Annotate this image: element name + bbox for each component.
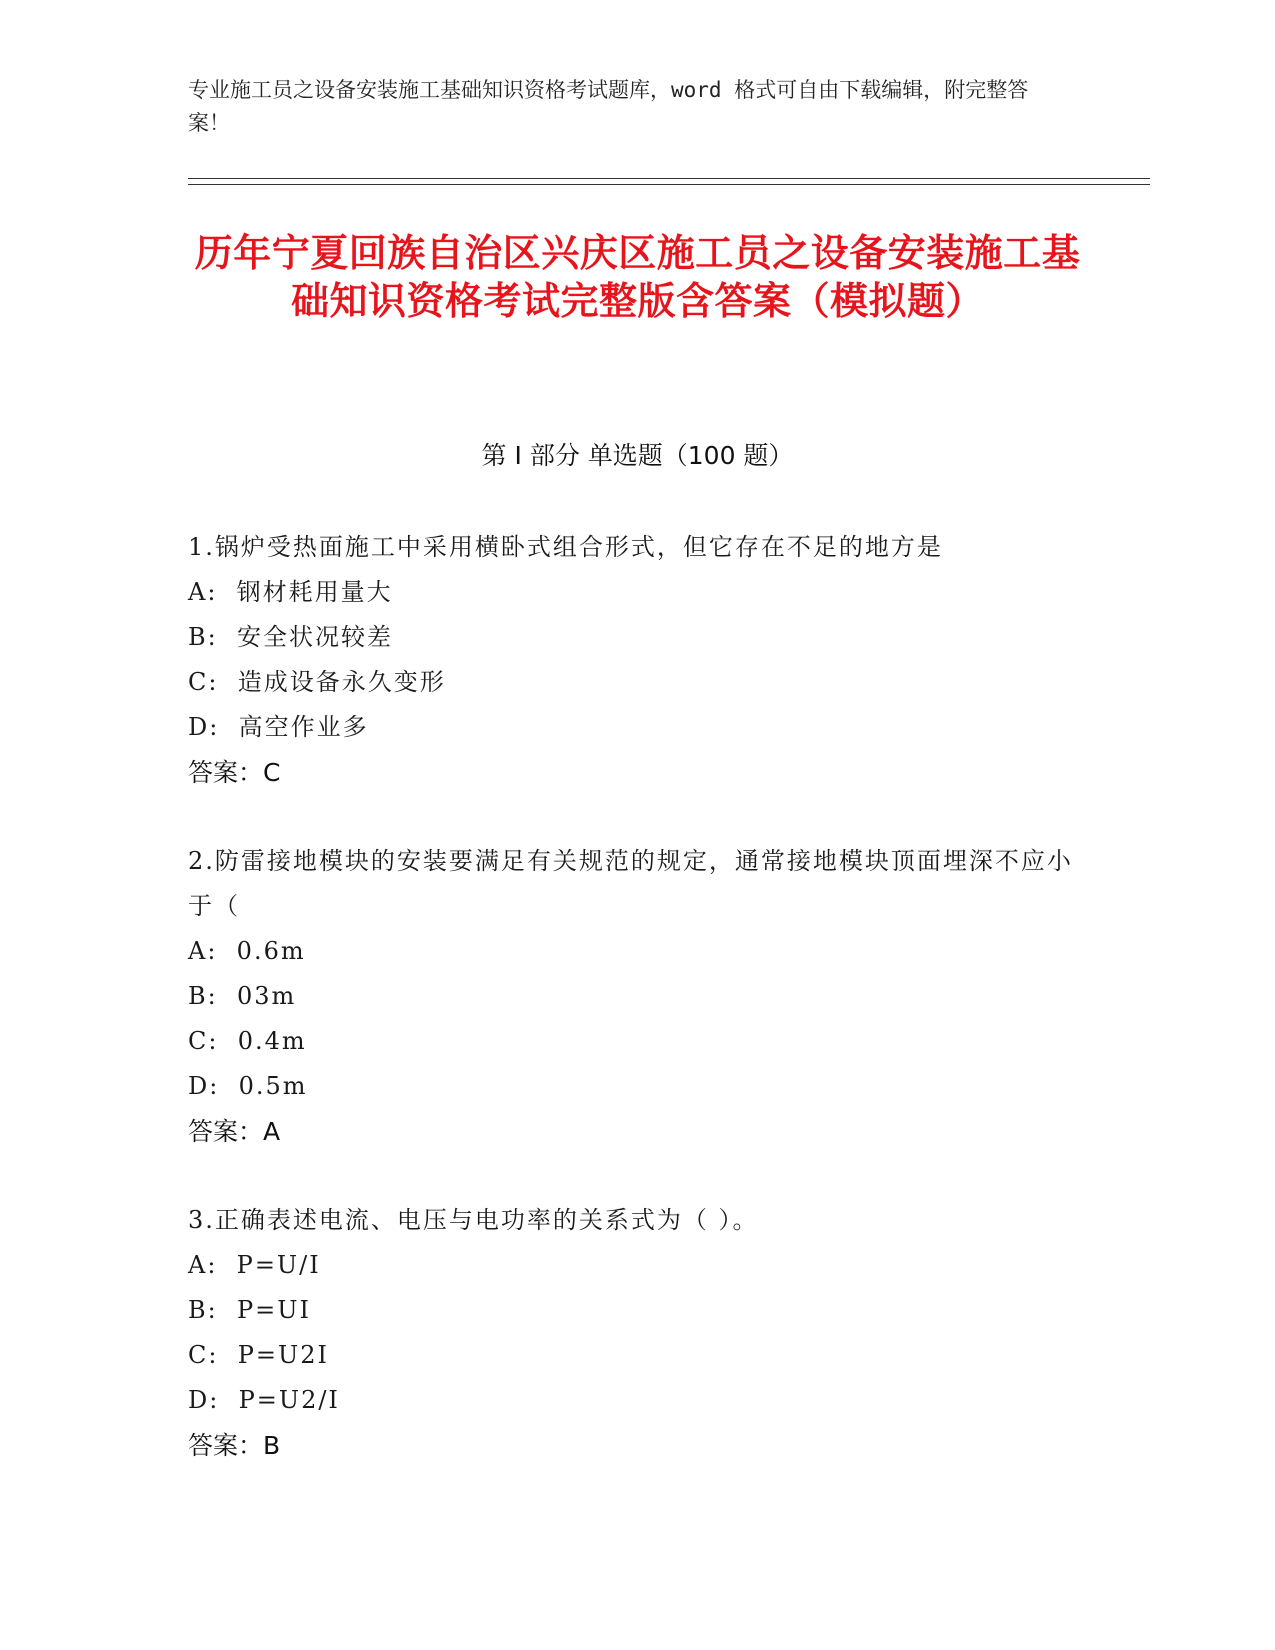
header-divider-bottom xyxy=(188,184,1150,185)
option-a: A: 钢材耗用量大 xyxy=(188,578,393,606)
option-d: D: 0.5m xyxy=(188,1072,308,1100)
header-divider-top xyxy=(188,178,1150,179)
answer-label: 答案：C xyxy=(188,758,281,787)
question-stem: 3.正确表述电流、电压与电功率的关系式为（ ）。 xyxy=(188,1206,759,1234)
option-a: A: P=U/I xyxy=(188,1251,321,1279)
section-heading: 第 I 部分 单选题（100 题） xyxy=(481,441,794,470)
option-d: D: 高空作业多 xyxy=(188,713,369,741)
option-a: A: 0.6m xyxy=(188,937,306,965)
option-b: B: 安全状况较差 xyxy=(188,623,393,651)
question-stem: 2.防雷接地模块的安装要满足有关规范的规定，通常接地模块顶面埋深不应小于（ xyxy=(188,847,1073,920)
option-c: C: P=U2I xyxy=(188,1341,329,1369)
option-d: D: P=U2/I xyxy=(188,1386,340,1414)
option-c: C: 造成设备永久变形 xyxy=(188,668,446,696)
question-3 xyxy=(188,1198,1088,1468)
question-stem: 1.锅炉受热面施工中采用横卧式组合形式，但它存在不足的地方是 xyxy=(188,533,943,561)
question-list xyxy=(188,525,1088,1512)
header-note: 专业施工员之设备安装施工基础知识资格考试题库，word 格式可自由下载编辑，附完整答案！ xyxy=(188,78,1029,135)
answer-label: 答案：B xyxy=(188,1431,281,1460)
question-2 xyxy=(188,839,1088,1154)
option-c: C: 0.4m xyxy=(188,1027,307,1055)
option-b: B: 03m xyxy=(188,982,297,1010)
document-title: 历年宁夏回族自治区兴庆区施工员之设备安装施工基础知识资格考试完整版含答案（模拟题） xyxy=(194,231,1081,323)
question-1 xyxy=(188,525,1088,795)
option-b: B: P=UI xyxy=(188,1296,311,1324)
answer-label: 答案：A xyxy=(188,1117,281,1146)
